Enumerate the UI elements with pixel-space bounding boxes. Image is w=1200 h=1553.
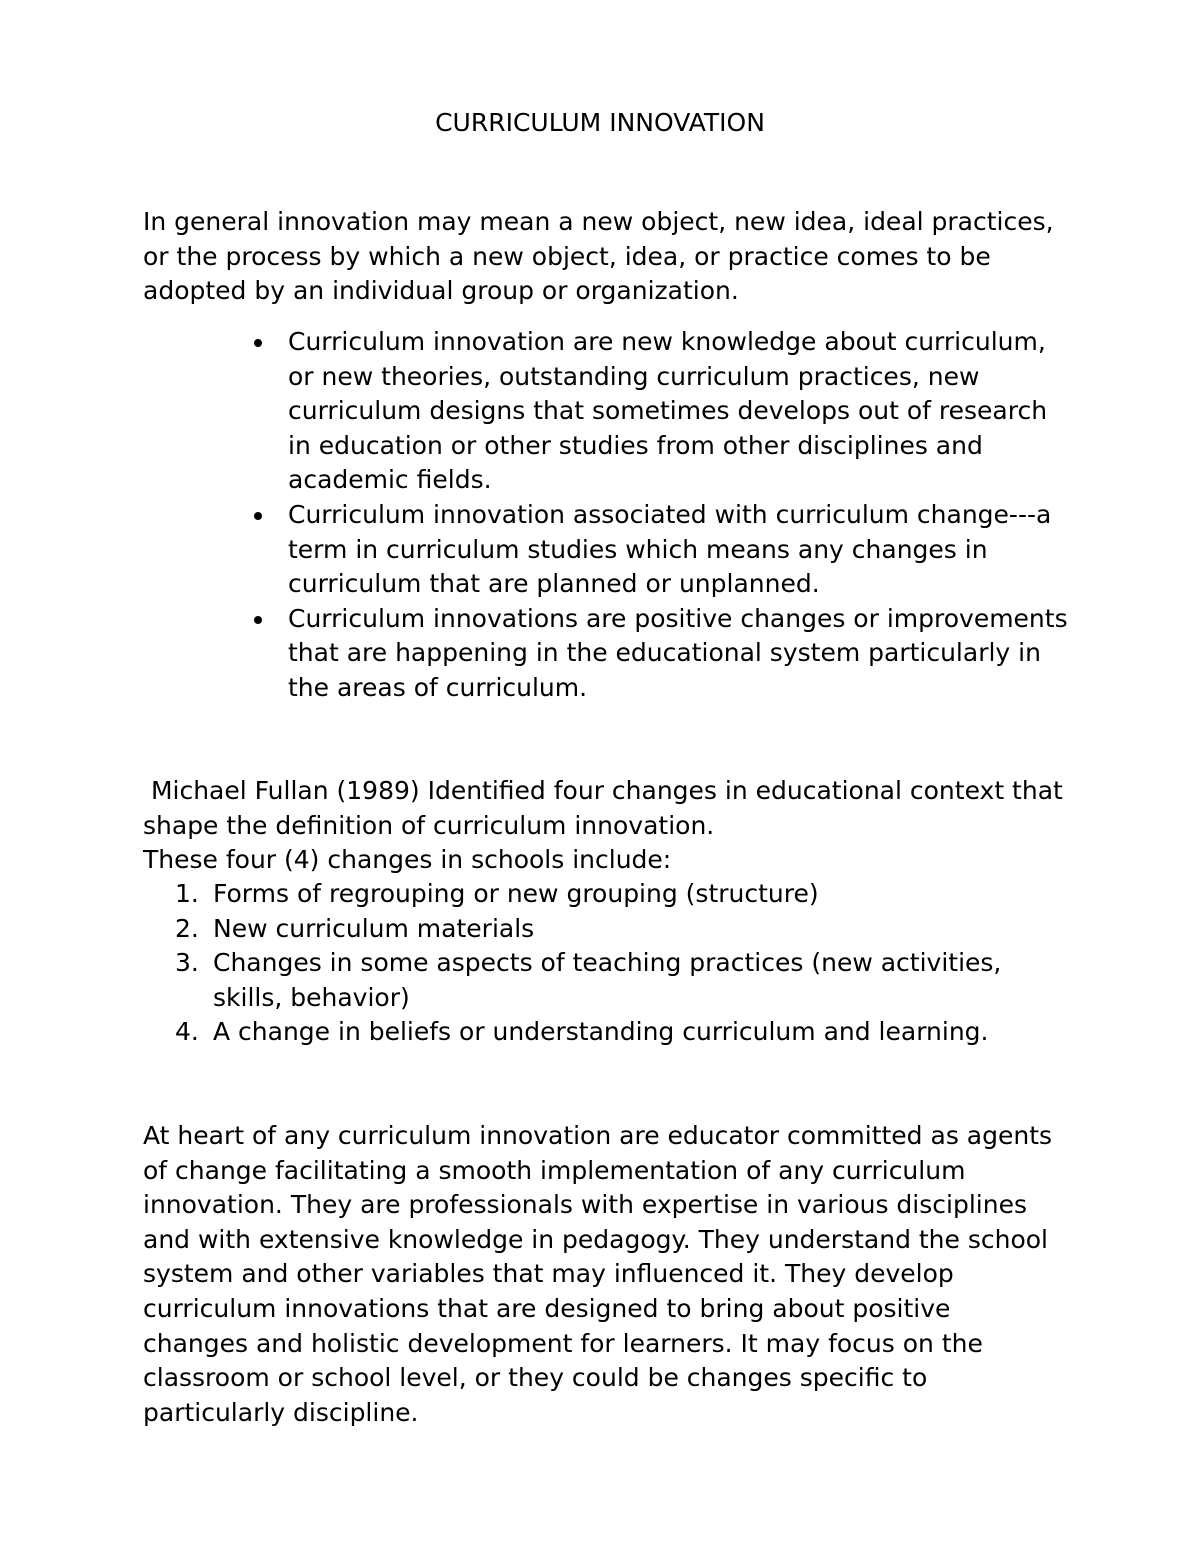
bullet-text: Curriculum innovation are new knowledge about curriculum, or new theories, outstanding curriculum practices, new curriculum designs that sometimes develops out of research in education or other studies from other disciplines and academic fields. [288,327,1048,495]
innovation-bullet-list [288,325,1068,706]
item-number: 3. [175,948,199,978]
item-text: A change in beliefs or understanding curriculum and learning. [213,1017,989,1047]
bullet-icon [254,616,262,624]
bullet-item [288,498,1068,602]
numbered-item [175,912,1013,947]
bullet-item [288,325,1068,498]
bullet-icon [254,512,262,520]
numbered-item [175,946,1013,1015]
fullan-paragraph [143,774,1071,878]
fullan-paragraph-text: Michael Fullan (1989) Identified four changes in educational context that shape the definition of curriculum innovation. [143,776,1071,840]
item-text: Forms of regrouping or new grouping (structure) [213,879,819,908]
fullan-list-intro: These four (4) changes in schools include: [143,845,672,875]
changes-numbered-list [175,877,1013,1050]
intro-paragraph: In general innovation may mean a new object, new idea, ideal practices, or the process by which a new object, idea, or practice comes to be adopted by an individual group or organization. [143,207,1054,306]
numbered-item [175,1015,1013,1050]
bullet-item [288,602,1068,706]
item-number: 4. [175,1017,199,1047]
item-number: 1. [175,879,199,908]
numbered-item [175,877,1013,912]
item-text: New curriculum materials [213,913,535,943]
bullet-icon [254,339,262,347]
closing-paragraph: At heart of any curriculum innovation are educator committed as agents of change facilitating a smooth implementation of any curriculum innovation. They are professionals with expertise in various disciplines and with extensive knowledge in pedagogy. They understand the school system and other variables that may influenced it. They develop curriculum innovations that are designed to bring about positive changes and holistic development for learners. It may focus on the classroom or school level, or they could be changes specific to particularly discipline. [143,1121,1053,1427]
document-title: CURRICULUM INNOVATION [435,108,765,137]
bullet-text: Curriculum innovation associated with curriculum change---a term in curriculum studies which means any changes in curriculum that are planned or unplanned. [288,499,1052,599]
item-number: 2. [175,913,199,943]
item-text: Changes in some aspects of teaching practices (new activities, skills, behavior) [213,948,1002,1012]
bullet-text: Curriculum innovations are positive changes or improvements that are happening in the educational system particularly in the areas of curriculum. [288,603,1068,702]
